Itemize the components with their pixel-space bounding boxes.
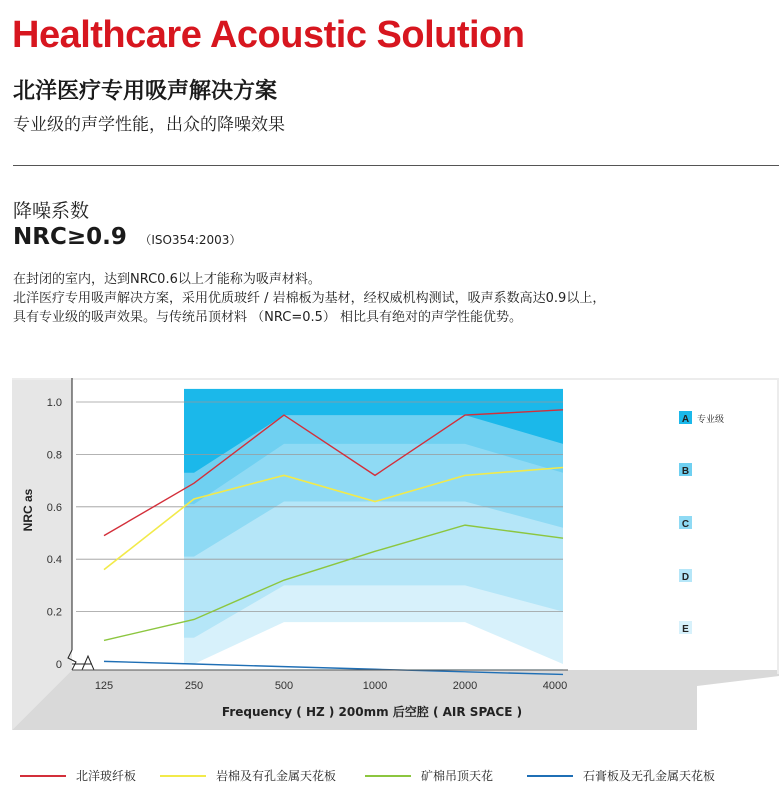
y-tick-label: 0.2 [46, 606, 62, 619]
nrc-value: NRC≥0.9 [13, 224, 127, 250]
legend-swatch [20, 775, 66, 777]
band-label-e: E [682, 624, 689, 635]
x-tick-label: 2000 [452, 680, 478, 692]
band-note: 专业级 [697, 415, 725, 425]
nrc-row [13, 224, 241, 250]
divider [13, 165, 779, 166]
band-label-c: C [681, 519, 690, 530]
band-label-b: B [681, 466, 690, 477]
section-title: 降噪系数 [13, 200, 90, 222]
legend-swatch [160, 775, 206, 777]
legend-item-rockwool [160, 767, 336, 784]
x-axis-break [82, 656, 94, 670]
legend-swatch [365, 775, 411, 777]
legend-item-mineralwool [365, 767, 493, 784]
legend-item-glassfiber [20, 767, 136, 784]
x-tick-label: 250 [184, 680, 204, 692]
legend-item-gypsum [527, 767, 715, 784]
chart-frame-top [12, 378, 779, 380]
y-tick-label: 1.0 [46, 397, 62, 409]
page-title: Healthcare Acoustic Solution [12, 14, 525, 56]
description-line: 北洋医疗专用吸声解决方案，采用优质玻纤 / 岩棉板为基材，经权威机构测试，吸声系数高达0.9以上， [13, 291, 606, 306]
x-tick-label: 125 [94, 680, 114, 692]
description-line: 在封闭的室内，达到NRC0.6以上才能称为吸声材料。 [13, 272, 321, 287]
y-tick-label: 0.6 [46, 501, 62, 514]
y-tick-label: 0 [55, 659, 62, 671]
chart-legend [0, 767, 779, 787]
legend-label: 北洋玻纤板 [76, 769, 137, 783]
description-line: 具有专业级的吸声效果。与传统吊顶材料 （NRC=0.5） 相比具有绝对的声学性能优势。 [13, 310, 523, 325]
x-tick-label: 1000 [362, 680, 388, 692]
legend-label: 石膏板及无孔金属天花板 [583, 769, 716, 783]
x-axis-label: Frequency ( HZ ) 200mm 后空腔 ( AIR SPACE ) [221, 705, 523, 719]
legend-label: 岩棉及有孔金属天花板 [216, 769, 337, 783]
description [13, 270, 605, 327]
legend-swatch [527, 775, 573, 777]
y-tick-label: 0.4 [46, 554, 62, 567]
tagline: 专业级的声学性能，出众的降噪效果 [13, 115, 285, 135]
chart-frame-floor [12, 670, 779, 730]
band-label-a: A [681, 414, 690, 425]
legend-label: 矿棉吊顶天花 [421, 769, 494, 783]
chart-frame-back [12, 378, 72, 730]
y-tick-label: 0.8 [46, 449, 62, 462]
x-tick-label: 4000 [542, 680, 568, 692]
band-label-d: D [681, 572, 690, 583]
nrc-chart [0, 370, 779, 755]
bands-layer [184, 389, 563, 669]
x-tick-label: 500 [274, 680, 294, 692]
page-subtitle: 北洋医疗专用吸声解决方案 [13, 79, 278, 104]
y-axis-label: NRC as [21, 488, 35, 532]
nrc-standard: （ISO354:2003） [139, 233, 242, 247]
